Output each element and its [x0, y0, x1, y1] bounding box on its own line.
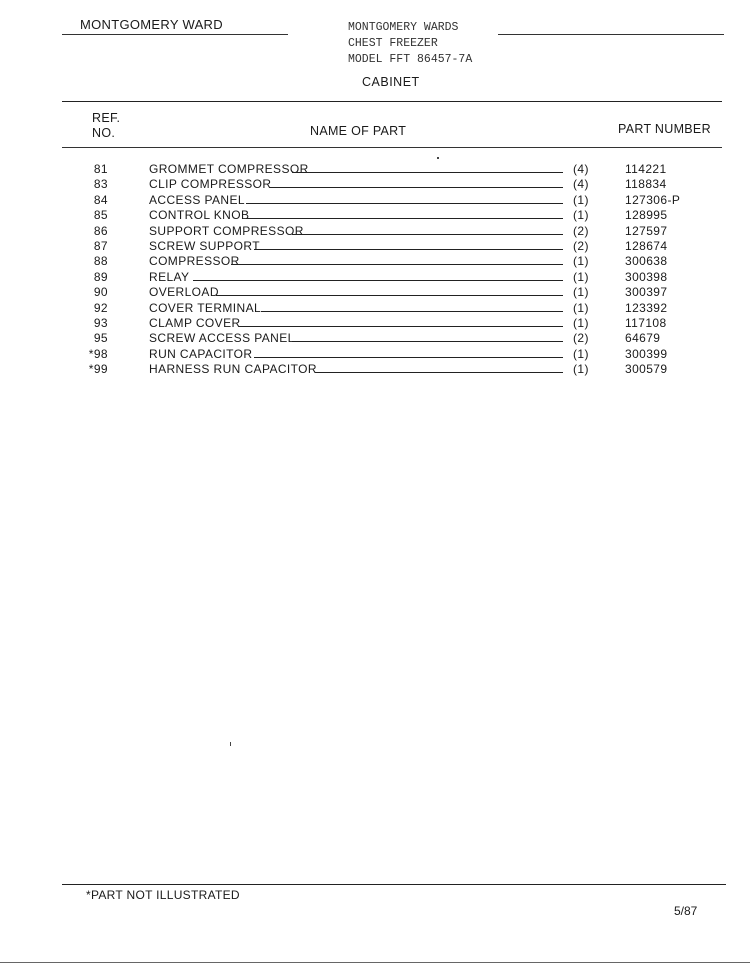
table-row — [0, 193, 750, 208]
header-right-rule — [498, 34, 724, 35]
part-ref-number: *99 — [88, 362, 108, 377]
part-quantity: (4) — [573, 162, 589, 176]
part-name: ACCESS PANEL — [149, 192, 245, 207]
table-row — [0, 285, 750, 300]
leader-line — [239, 326, 563, 327]
part-quantity: (2) — [573, 238, 589, 253]
part-quantity: (1) — [573, 254, 589, 269]
part-name: CONTROL KNOB — [149, 208, 250, 223]
table-row — [0, 316, 750, 331]
column-header-ref — [92, 111, 120, 141]
part-quantity: (2) — [573, 331, 589, 346]
table-row — [0, 208, 750, 223]
column-header-ref-line2: NO. — [92, 126, 116, 140]
part-name: COMPRESSOR — [149, 254, 240, 269]
part-name: CLAMP COVER — [149, 315, 241, 330]
part-name: GROMMET COMPRESSOR — [149, 162, 309, 176]
page-number: 5/87 — [674, 904, 698, 918]
part-number: 127306-P — [625, 192, 681, 207]
table-row — [0, 239, 750, 254]
section-title: CABINET — [362, 75, 420, 89]
leader-line — [231, 264, 563, 265]
part-ref-number: 95 — [93, 331, 108, 346]
table-row — [0, 177, 750, 192]
table-row — [0, 362, 750, 377]
table-top-rule — [62, 101, 722, 102]
part-quantity: (1) — [573, 362, 589, 377]
part-number: 118834 — [625, 177, 667, 192]
part-number: 300399 — [625, 346, 668, 361]
part-ref-number: 87 — [93, 238, 108, 253]
part-quantity: (1) — [573, 285, 589, 300]
part-number: 300398 — [625, 269, 668, 284]
part-name: OVERLOAD — [149, 285, 219, 300]
table-row — [0, 331, 750, 346]
part-quantity: (4) — [573, 177, 589, 192]
part-ref-number: *98 — [88, 346, 108, 361]
column-header-name: NAME OF PART — [310, 124, 407, 138]
part-quantity: (1) — [573, 192, 589, 207]
footnote: *PART NOT ILLUSTRATED — [86, 888, 240, 902]
table-header-rule — [62, 147, 722, 148]
part-ref-number: 93 — [93, 315, 108, 330]
part-number: 114221 — [625, 162, 667, 176]
part-number: 300638 — [625, 254, 668, 269]
part-ref-number: 83 — [93, 177, 108, 192]
model-info-block — [348, 20, 472, 68]
leader-line — [261, 311, 563, 312]
leader-line — [292, 234, 563, 235]
part-ref-number: 88 — [93, 254, 108, 269]
brand-name: MONTGOMERY WARD — [80, 17, 223, 32]
part-name: RUN CAPACITOR — [149, 346, 253, 361]
part-quantity: (1) — [573, 300, 589, 315]
part-quantity: (1) — [573, 208, 589, 223]
part-ref-number: 90 — [93, 285, 108, 300]
part-name: SCREW ACCESS PANEL — [149, 331, 295, 346]
part-number: 64679 — [625, 331, 661, 346]
leader-line — [269, 187, 563, 188]
part-ref-number: 86 — [93, 223, 108, 238]
part-name: HARNESS RUN CAPACITOR — [149, 362, 317, 377]
part-ref-number: 85 — [93, 208, 108, 223]
part-name: SCREW SUPPORT — [149, 238, 260, 253]
part-ref-number: 81 — [93, 162, 108, 176]
parts-list — [0, 162, 750, 377]
part-name: RELAY — [149, 269, 190, 284]
page-bottom-edge — [0, 962, 750, 963]
leader-line — [246, 218, 563, 219]
model-line-product: CHEST FREEZER — [348, 37, 438, 50]
leader-line — [292, 341, 563, 342]
leader-line — [254, 249, 563, 250]
table-row — [0, 301, 750, 316]
leader-line — [246, 203, 563, 204]
leader-line — [254, 357, 563, 358]
leader-line — [292, 172, 563, 173]
scan-speck — [437, 157, 439, 159]
part-quantity: (1) — [573, 315, 589, 330]
part-number: 300397 — [625, 285, 668, 300]
column-header-part-number: PART NUMBER — [618, 122, 711, 136]
brand-underline — [62, 34, 288, 35]
part-number: 117108 — [625, 315, 667, 330]
leader-line — [216, 295, 563, 296]
table-row — [0, 224, 750, 239]
part-name: COVER TERMINAL — [149, 300, 262, 315]
part-number: 127597 — [625, 223, 668, 238]
table-row — [0, 347, 750, 362]
part-ref-number: 92 — [93, 300, 108, 315]
part-ref-number: 84 — [93, 192, 108, 207]
model-line-number: MODEL FFT 86457-7A — [348, 53, 473, 66]
part-name: SUPPORT COMPRESSOR — [149, 223, 304, 238]
table-row — [0, 270, 750, 285]
part-name: CLIP COMPRESSOR — [149, 177, 272, 192]
part-number: 128674 — [625, 238, 668, 253]
part-number: 128995 — [625, 208, 668, 223]
part-number: 300579 — [625, 362, 668, 377]
part-quantity: (1) — [573, 269, 589, 284]
footer-rule — [62, 884, 726, 885]
model-line-store: MONTGOMERY WARDS — [348, 21, 459, 34]
part-quantity: (2) — [573, 223, 589, 238]
leader-line — [193, 280, 563, 281]
table-row — [0, 162, 750, 177]
part-ref-number: 89 — [93, 269, 108, 284]
column-header-ref-line1: REF. — [92, 111, 121, 125]
table-row — [0, 254, 750, 269]
part-number: 123392 — [625, 300, 668, 315]
part-quantity: (1) — [573, 346, 589, 361]
leader-line — [315, 372, 563, 373]
scan-speck — [230, 742, 231, 746]
